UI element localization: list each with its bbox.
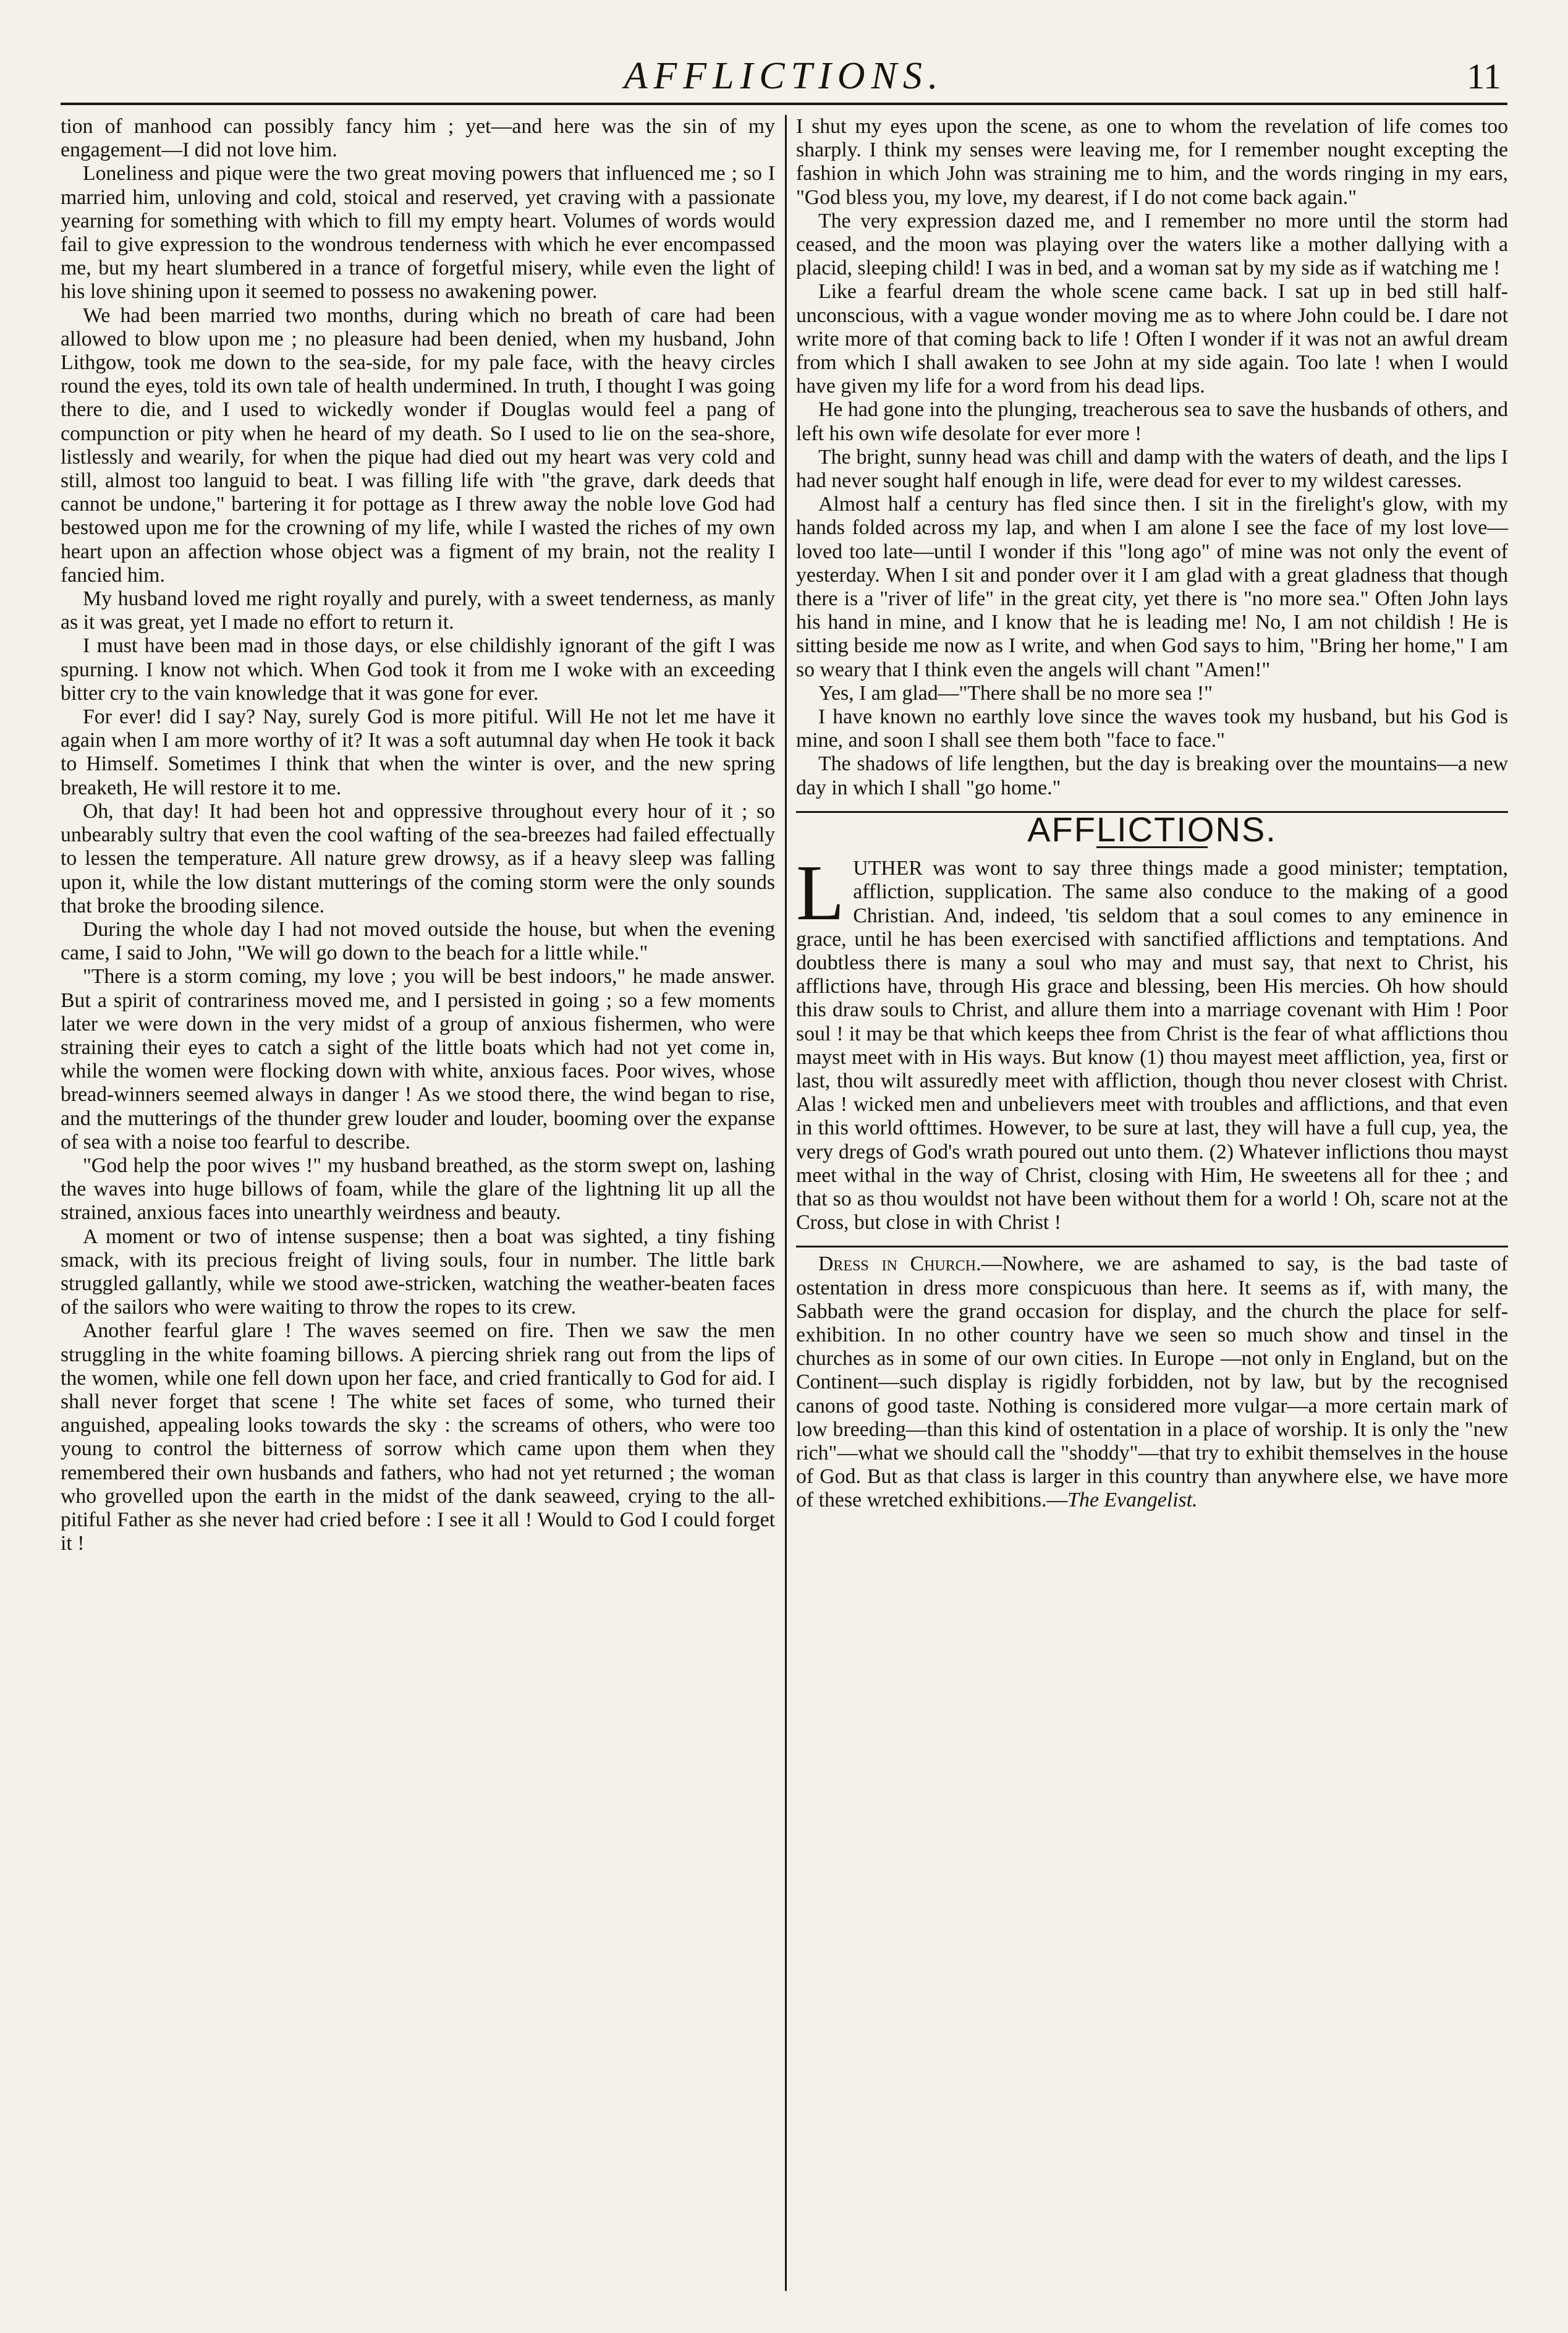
story-paragraph: Like a fearful dream the whole scene came back. I sat up in bed still half-unconscious, with a vague wonder moving me as to where John could be. I dare not write more of that coming back to life ! Often I wonder if it was not an awful dream from which I shall awaken to see John at my side again. Too late ! when I would have given my life for a word from his dead lips. <box>796 280 1508 398</box>
story-paragraph: Loneliness and pique were the two great moving powers that influenced me ; so I married him, unloving and cold, stoical and reserved, yet craving with a passionate yearning for something with which to fill my empty heart. Volumes of words would fail to give expression to the wondrous tenderness with which he ever encompassed me, but my heart slumbered in a trance of forgetful misery, while even the light of his love shining upon it seemed to possess no awakening power. <box>61 162 775 304</box>
dress-note-paragraph <box>796 1252 1508 1512</box>
running-title: AFFLICTIONS. <box>624 55 944 97</box>
note-title: Dress in Church. <box>818 1252 981 1276</box>
story-paragraph: The bright, sunny head was chill and damp with the waters of death, and the lips I had never sought half enough in life, were dead for ever to my wildest caresses. <box>796 445 1508 493</box>
story-paragraph: "There is a storm coming, my love ; you will be best indoors," he made answer. But a spirit of contrariness moved me, and I persisted in going ; so a few moments later we were down in the very midst of a group of anxious fishermen, who were straining their eyes to catch a sight of the little boats which had not yet come in, while the women were flocking down with white, anxious faces. Poor wives, whose bread-winners seemed always in danger ! As we stood there, the wind began to rise, and the mutterings of the thunder grew louder and louder, booming over the expanse of sea with a noise too fearful to describe. <box>61 965 775 1154</box>
story-paragraph: During the whole day I had not moved outside the house, but when the evening came, I said to John, "We will go down to the beach for a little while." <box>61 917 775 965</box>
story-paragraph: Oh, that day! It had been hot and oppressive throughout every hour of it ; so unbearably sultry that even the cool wafting of the sea-breezes had failed effectually to lessen the temperature. All nature grew drowsy, as if a heavy sleep was falling upon it, while the low distant mutterings of the coming storm were the only sounds that broke the brooding silence. <box>61 799 775 917</box>
story-paragraph: A moment or two of intense suspense; then a boat was sighted, a tiny fishing smack, with its precious freight of living souls, four in number. The little bark struggled gallantly, while we stood awe-stricken, watching the weather-beaten faces of the sailors who were waiting to throw the ropes to its crew. <box>61 1225 775 1319</box>
story-paragraph: Another fearful glare ! The waves seemed on fire. Then we saw the men struggling in the white foaming billows. A piercing shriek rang out from the lips of the women, while one fell down upon her face, and cried frantically to God for aid. I shall never forget that scene ! The white set faces of some, who turned their anguished, appealing looks towards the sky : the screams of others, who were too young to control the bitterness of sorrow which came upon them when they remembered their own husbands and fathers, who had not yet returned ; the woman who grovelled upon the earth in the midst of the dank seaweed, crying to the all-pitiful Father as she never had cried before : I see it all ! Would to God I could forget it ! <box>61 1319 775 1555</box>
header-rule <box>61 103 1507 105</box>
story-paragraph: The shadows of life lengthen, but the day is breaking over the mountains—a new day in which I shall "go home." <box>796 752 1508 799</box>
column-divider <box>785 115 787 2291</box>
left-column <box>61 115 775 2298</box>
right-column <box>796 115 1508 2298</box>
story-paragraph: For ever! did I say? Nay, surely God is more pitiful. Will He not let me have it again when I am more worthy of it? It was a soft autumnal day when He took it back to Himself. Sometimes I think that when the winter is over, and the new spring breaketh, He will restore it to me. <box>61 705 775 799</box>
story-paragraph: tion of manhood can possibly fancy him ; yet—and here was the sin of my engagement—I did not love him. <box>61 115 775 162</box>
section-title: AFFLICTIONS. <box>1027 809 1277 849</box>
page-header <box>0 51 1568 108</box>
story-paragraph: "God help the poor wives !" my husband breathed, as the storm swept on, lashing the waves into huge billows of foam, while the glare of the lightning lit up all the strained, anxious faces into unearthly weirdness and beauty. <box>61 1154 775 1225</box>
drop-cap: L <box>796 849 845 937</box>
page-number: 11 <box>1467 56 1501 96</box>
afflictions-paragraph <box>796 849 1508 1234</box>
story-paragraph: I must have been mad in those days, or else childishly ignorant of the gift I was spurning. I know not which. When God took it from me I woke with an exceeding bitter cry to the vain knowledge that it was gone for ever. <box>61 634 775 705</box>
section-rule <box>796 1246 1508 1247</box>
note-text: —Nowhere, we are ashamed to say, is the bad taste of ostentation in dress more conspicuous than here. It seems as if, with many, the Sabbath were the grand occasion for display, and the church the place for self-exhibition. In no other country have we seen so much show and tinsel in the churches as in some of our own cities. In Europe —not only in England, but on the Continent—such display is rigidly forbidden, not by law, but by the recognised canons of good taste. Nothing is considered more vulgar—a more certain mark of low breeding—than this kind of ostentation in a place of worship. It is only the "new rich"—what we should call the "shoddy"—that try to exhibit themselves in the house of God. But as that class is larger in this country than anywhere else, we have more of these wretched exhibitions.— <box>796 1252 1508 1512</box>
story-paragraph: He had gone into the plunging, treacherous sea to save the husbands of others, and left his own wife desolate for ever more ! <box>796 398 1508 445</box>
note-source: The Evangelist. <box>1067 1489 1198 1512</box>
story-paragraph: My husband loved me right royally and purely, with a sweet tenderness, as manly as it was great, yet I made no effort to return it. <box>61 587 775 634</box>
afflictions-text: UTHER was wont to say three things made a good minister; temptation, affliction, supplication. The same also conduce to the making of a good Christian. And, indeed, 'tis seldom that a soul comes to any eminence in grace, until he has been exercised with sanctified afflictions and temptations. And doubtless there is many a soul who may and must say, that next to Christ, his afflictions have, through His grace and blessing, been His mercies. Oh how should this draw souls to Christ, and allure them into a marriage covenant with Him ! Poor soul ! it may be that which keeps thee from Christ is the fear of what afflictions thou mayst meet with in His ways. But know (1) thou mayest meet affliction, yea, first or last, thou wilt assuredly meet with affliction, though thou never closest with Christ. Alas ! wicked men and unbelievers meet with troubles and afflictions, and that even in this world ofttimes. However, to be sure at last, they will have a full cup, yea, the very dregs of God's wrath poured out unto them. (2) Whatever inflictions thou mayst meet withal in the way of Christ, closing with Him, He sweetens all for thee ; and that so as thou wouldst not have been without them for a world ! Oh, scare not at the Cross, but close in with Christ ! <box>796 857 1508 1234</box>
story-paragraph: Yes, I am glad—"There shall be no more sea !" <box>818 681 1213 705</box>
story-paragraph: I have known no earthly love since the waves took my husband, but his God is mine, and soon I shall see them both "face to face." <box>796 705 1508 752</box>
story-paragraph: We had been married two months, during which no breath of care had been allowed to blow upon me ; no pleasure had been denied, when my husband, John Lithgow, took me down to the sea-side, for my pale face, with the heavy circles round the eyes, told its own tale of health undermined. In truth, I thought I was going there to die, and I used to wickedly wonder if Douglas would feel a pang of compunction or pity when he heard of my death. So I used to lie on the sea-shore, listlessly and wearily, for when the pique had died out my heart was very cold and still, almost too languid to beat. I was filling life with "the grave, dark deeds that cannot be undone," bartering it for pottage as I threw away the noble love God had bestowed upon me for the crowning of my life, while I wasted the riches of my own heart upon an affection whose object was a figment of my brain, not the reality I fancied him. <box>61 304 775 587</box>
story-paragraph: The very expression dazed me, and I remember no more until the storm had ceased, and the moon was playing over the waters like a mother dallying with a placid, sleeping child! I was in bed, and a woman sat by my side as if watching me ! <box>796 209 1508 280</box>
story-paragraph: I shut my eyes upon the scene, as one to whom the revelation of life comes too sharply. I think my senses were leaving me, for I remember nought excepting the fashion in which John was straining me to him, and the words ringing in my ears, "God bless you, my love, my dearest, if I do not come back again." <box>796 115 1508 209</box>
story-paragraph: Almost half a century has fled since then. I sit in the firelight's glow, with my hands folded across my lap, and when I am alone I see the face of my lost love—loved too late—until I wonder if this "long ago" of mine was not only the event of yesterday. When I sit and ponder over it I am glad with a great gladness that though there is a "river of life" in the great city, yet there is "no more sea." Often John lays his hand in mine, and I know that he is leading me! No, I am not childish ! He is sitting beside me now as I write, and when God says to him, "Bring her home," I am so weary that I think even the angels will chant "Amen!" <box>796 493 1508 681</box>
